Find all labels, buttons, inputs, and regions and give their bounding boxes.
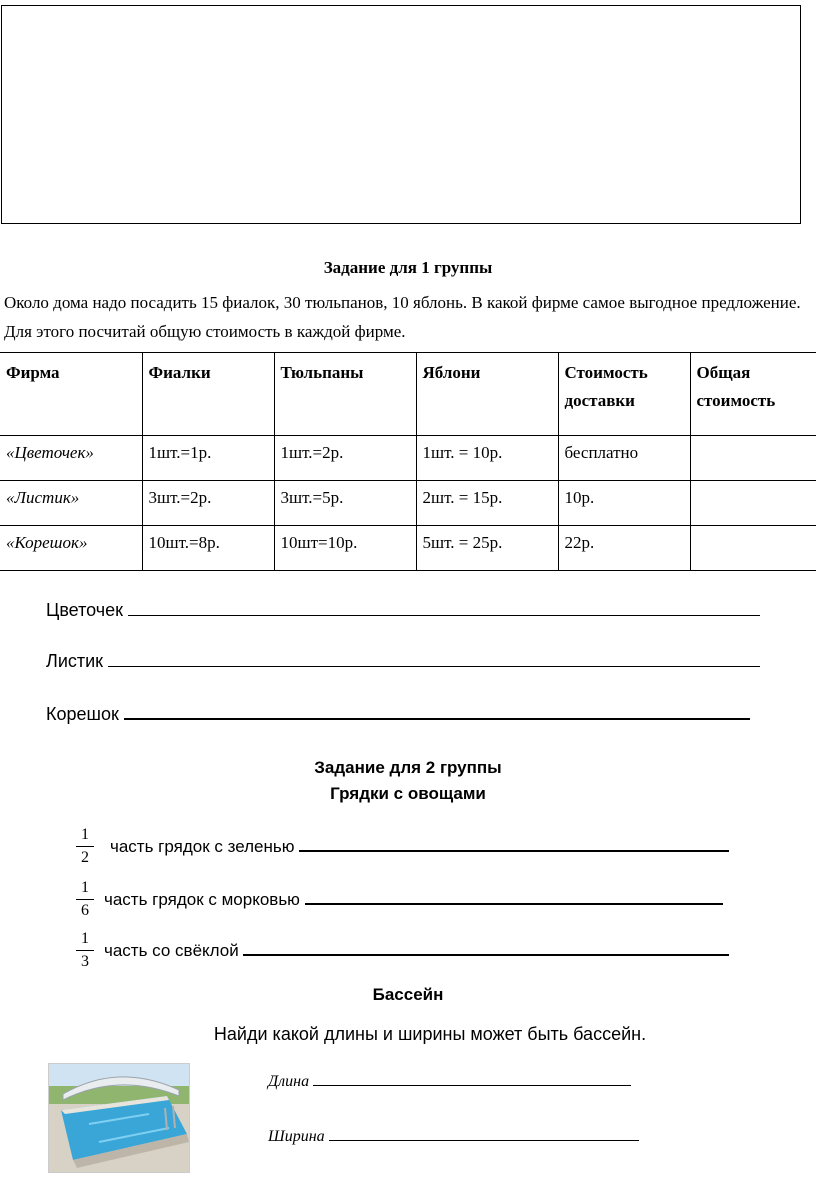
header-tulips: Тюльпаны bbox=[274, 353, 416, 436]
header-total: Общая стоимость bbox=[690, 353, 816, 436]
fraction-bed-1 bbox=[76, 826, 94, 867]
length-answer-line[interactable] bbox=[313, 1084, 631, 1086]
cell-total[interactable] bbox=[690, 481, 816, 526]
answer-line[interactable] bbox=[128, 614, 760, 616]
fraction-bar bbox=[76, 950, 94, 951]
firms-table bbox=[0, 352, 816, 571]
cell-delivery: 22р. bbox=[558, 526, 690, 571]
answer-row-tsvetochek bbox=[46, 600, 760, 621]
task1-intro: Около дома надо посадить 15 фиалок, 30 тюльпанов, 10 яблонь. В какой фирме самое выгодное предложение. Для этого посчитай общую стоимость в каждой фирме. bbox=[4, 293, 801, 341]
fraction-numerator: 1 bbox=[81, 879, 89, 896]
table-row bbox=[0, 481, 816, 526]
cell-violets: 1шт.=1р. bbox=[142, 436, 274, 481]
table-row bbox=[0, 436, 816, 481]
answer-line[interactable] bbox=[299, 850, 729, 852]
task2-title: Задание для 2 группы bbox=[314, 758, 502, 777]
length-label: Длина bbox=[268, 1073, 310, 1090]
fraction-bed-3 bbox=[76, 930, 94, 971]
length-row bbox=[268, 1073, 631, 1091]
table-row bbox=[0, 526, 816, 571]
task2-subtitle: Грядки с овощами bbox=[330, 784, 486, 803]
cell-tulips: 3шт.=5р. bbox=[274, 481, 416, 526]
cell-violets: 3шт.=2р. bbox=[142, 481, 274, 526]
bed-label: часть грядок с морковью bbox=[104, 890, 300, 909]
answer-label: Корешок bbox=[46, 704, 119, 724]
fraction bbox=[76, 879, 94, 920]
pool-image bbox=[48, 1063, 190, 1173]
header-firm: Фирма bbox=[0, 353, 142, 436]
fraction-bar bbox=[76, 846, 94, 847]
bed-row-1 bbox=[110, 837, 729, 857]
answer-label: Листик bbox=[46, 651, 104, 671]
bed-label: часть грядок с зеленью bbox=[110, 837, 295, 856]
fraction-denominator: 3 bbox=[81, 953, 89, 970]
cell-firm: «Корешок» bbox=[0, 526, 142, 571]
cell-firm: «Листик» bbox=[0, 481, 142, 526]
fraction-denominator: 2 bbox=[81, 849, 89, 866]
task1-title: Задание для 1 группы bbox=[323, 258, 493, 277]
answer-row-listik bbox=[46, 651, 760, 672]
bed-row-3 bbox=[104, 941, 729, 961]
cell-delivery: бесплатно bbox=[558, 436, 690, 481]
answer-line[interactable] bbox=[305, 903, 723, 905]
table-header-row bbox=[0, 353, 816, 436]
pool-illustration bbox=[49, 1064, 189, 1172]
fraction-numerator: 1 bbox=[81, 930, 89, 947]
cell-apple-trees: 1шт. = 10р. bbox=[416, 436, 558, 481]
width-label: Ширина bbox=[268, 1128, 325, 1145]
fraction-bed-2 bbox=[76, 879, 94, 920]
cell-apple-trees: 5шт. = 25р. bbox=[416, 526, 558, 571]
answer-label: Цветочек bbox=[46, 600, 124, 620]
bed-label: часть со свёклой bbox=[104, 941, 239, 960]
header-violets: Фиалки bbox=[142, 353, 274, 436]
fraction-denominator: 6 bbox=[81, 902, 89, 919]
cell-tulips: 1шт.=2р. bbox=[274, 436, 416, 481]
header-apple-trees: Яблони bbox=[416, 353, 558, 436]
answer-line[interactable] bbox=[243, 954, 729, 956]
bed-row-2 bbox=[104, 890, 723, 910]
cell-total[interactable] bbox=[690, 526, 816, 571]
answer-row-koreshok bbox=[46, 704, 750, 725]
cell-total[interactable] bbox=[690, 436, 816, 481]
cell-apple-trees: 2шт. = 15р. bbox=[416, 481, 558, 526]
cell-firm: «Цветочек» bbox=[0, 436, 142, 481]
fraction-bar bbox=[76, 899, 94, 900]
width-row bbox=[268, 1128, 639, 1146]
header-delivery: Стоимость доставки bbox=[558, 353, 690, 436]
cell-tulips: 10шт=10р. bbox=[274, 526, 416, 571]
pool-title: Бассейн bbox=[372, 985, 444, 1004]
pool-question: Найди какой длины и ширины может быть бассейн. bbox=[213, 1024, 647, 1044]
empty-frame bbox=[1, 5, 801, 224]
answer-line[interactable] bbox=[108, 665, 760, 667]
width-answer-line[interactable] bbox=[329, 1139, 639, 1141]
answer-line[interactable] bbox=[124, 717, 750, 720]
cell-delivery: 10р. bbox=[558, 481, 690, 526]
cell-violets: 10шт.=8р. bbox=[142, 526, 274, 571]
fraction-numerator: 1 bbox=[81, 826, 89, 843]
fraction bbox=[76, 930, 94, 971]
fraction bbox=[76, 826, 94, 867]
